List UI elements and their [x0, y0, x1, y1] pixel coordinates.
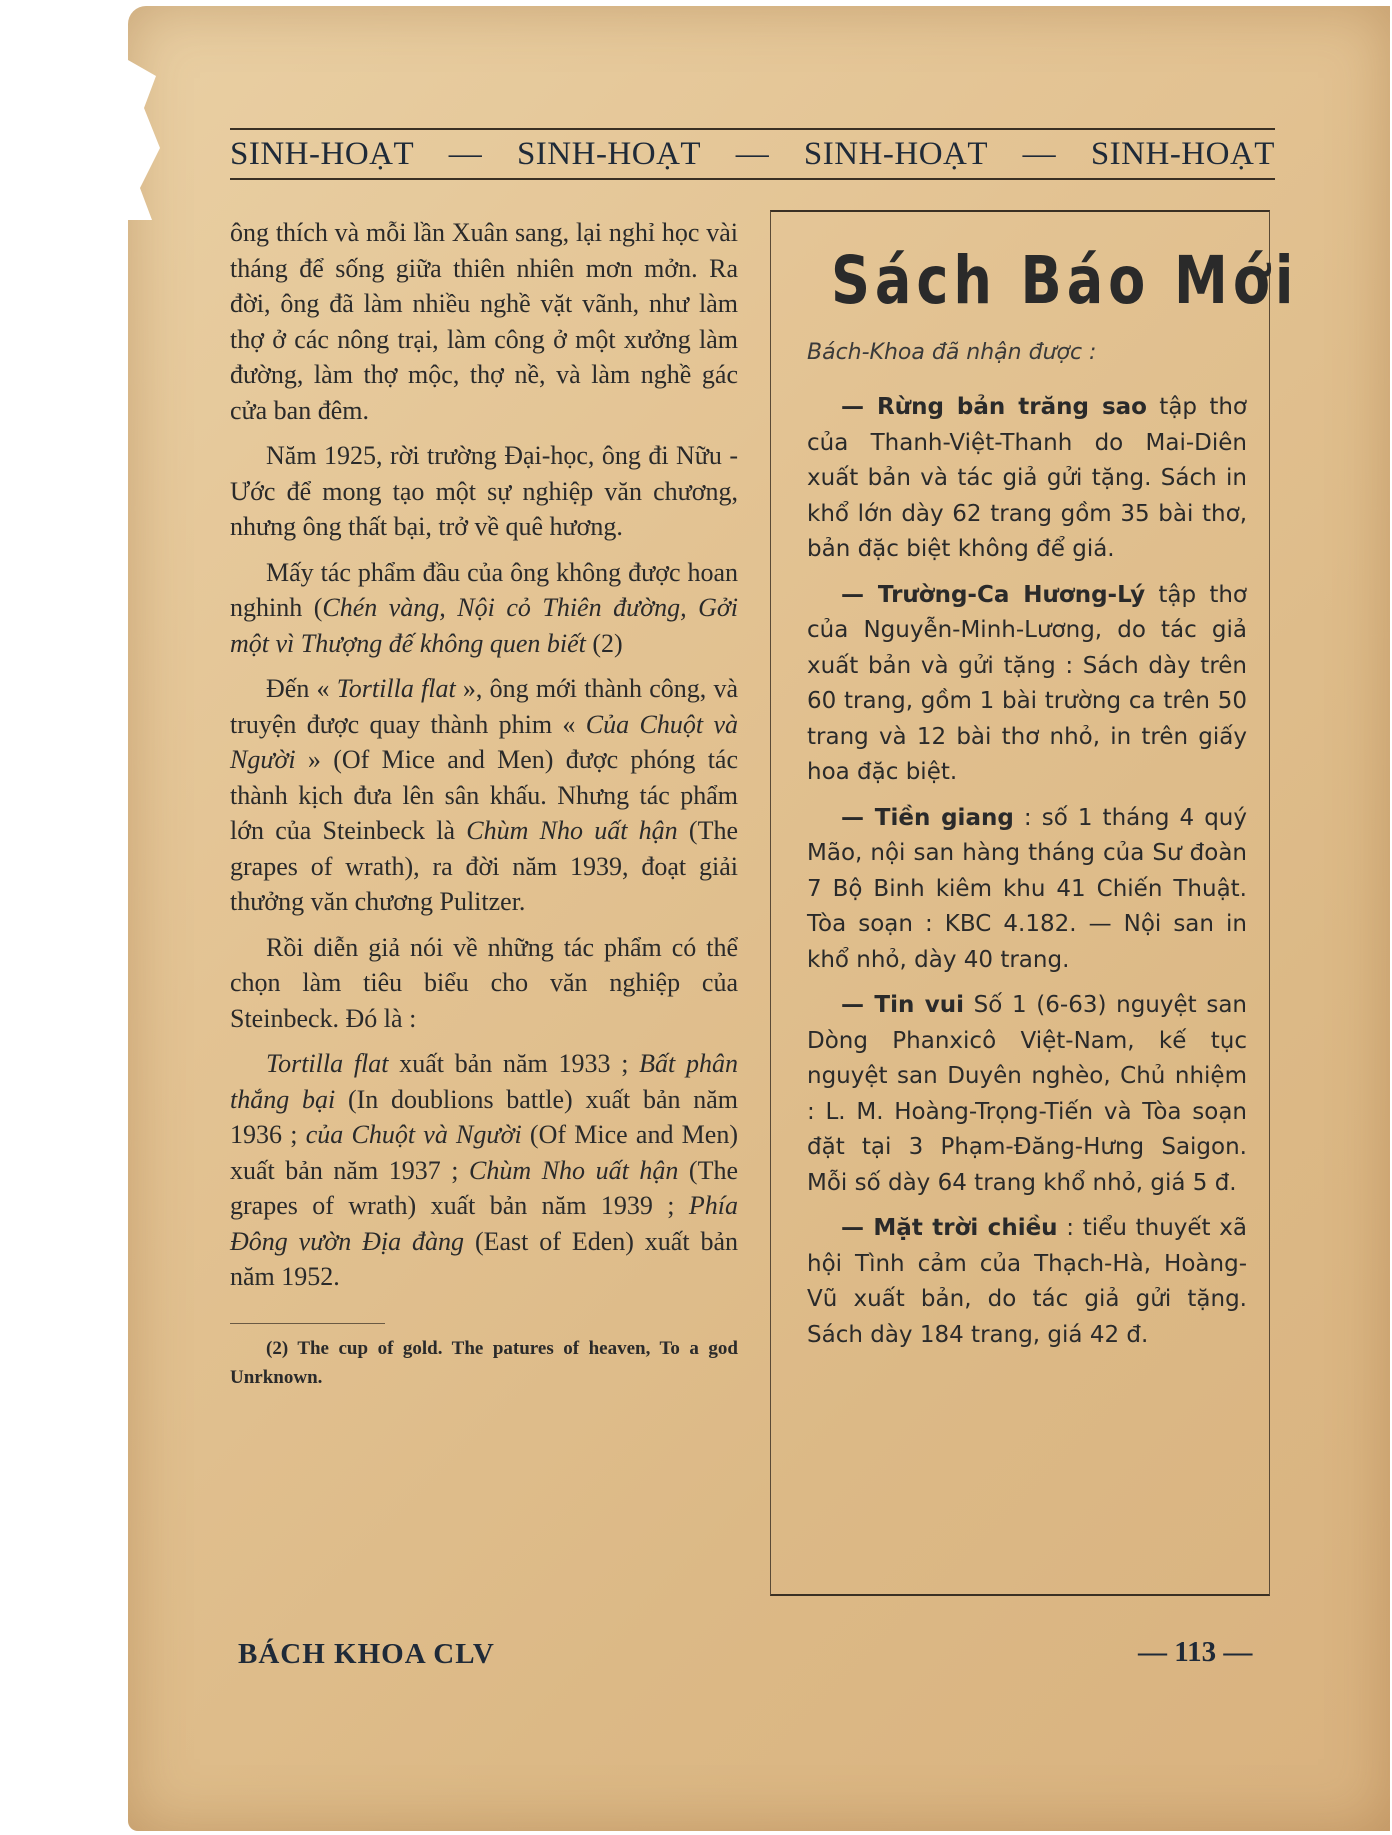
header-item: SINH-HOẠT — [230, 135, 415, 172]
list-item — [807, 988, 1247, 1201]
entry-title: — Rừng bản trăng sao — [841, 394, 1147, 420]
italic-title: Tortilla flat — [266, 1049, 389, 1078]
box-subtitle: Bách-Khoa đã nhận được : — [807, 340, 1097, 365]
entry-title: — Tiền giang — [841, 804, 1014, 831]
text-run: xuất bản năm 1933 ; — [388, 1049, 640, 1078]
header-item: SINH-HOẠT — [1090, 135, 1275, 172]
text-run: Mấy tác phẩm đầu của ông không được hoan nghinh ( — [230, 557, 738, 622]
italic-title: Chén vàng, Nội cỏ Thiên đường, Gởi một vì Thượng đế không quen biết — [230, 593, 738, 658]
list-item — [807, 578, 1247, 791]
entry-text: Số 1 (6-63) nguyệt san Dòng Phanxicô Việt-Nam, kế tục nguyệt san Duyên nghèo, Chủ nhiệm : L. M. Hoàng-Trọng-Tiến và Tòa soạn đặt tại 3 Phạm-Đăng-Hưng Saigon. Mỗi số dày 64 trang khổ nhỏ, giá 5 đ. — [807, 992, 1247, 1196]
entry-title: — Tin vui — [841, 992, 964, 1018]
italic-title: Tortilla flat — [336, 674, 456, 703]
paragraph: ông thích và mỗi lần Xuân sang, lại nghỉ học vài tháng để sống giữa thiên nhiên mơn mởn. Ra đời, ông đã làm nhiều nghề vặt vãnh, như làm thợ ở các nông trại, làm công ở một xưởng làm đường, làm thợ mộc, thợ nề, và làm nghề gác cửa ban đêm. — [230, 218, 738, 425]
text-run: (East of Eden) xuất bản năm 1952. — [230, 1226, 738, 1291]
italic-title: của Chuột và Người — [305, 1120, 522, 1149]
journal-name: BÁCH KHOA CLV — [238, 1638, 495, 1670]
running-header — [230, 128, 1275, 180]
header-dash: — — [448, 135, 483, 172]
italic-title: Phía Đông vườn Địa đàng — [230, 1191, 738, 1256]
italic-title: Bất phân thắng bại — [230, 1049, 739, 1114]
entry-text: : tiểu thuyết xã hội Tình cảm của Thạch-Hà, Hoàng-Vũ xuất bản, do tác giả gửi tặng. Sách dày 184 trang, giá 42 đ. — [807, 1215, 1248, 1348]
header-dash: — — [1022, 135, 1057, 172]
italic-title: Của Chuột và Người — [230, 709, 738, 774]
header-dash: — — [735, 135, 770, 172]
text-run: (In doublions battle) xuất bản năm 1936 ; — [230, 1084, 739, 1149]
footnote-rule — [230, 1323, 385, 1324]
list-item — [807, 390, 1247, 568]
paragraph: Rồi diễn giả nói về những tác phẩm có thể chọn làm tiêu biểu cho văn nghiệp của Steinbeck. Đó là : — [230, 932, 738, 1033]
entry-text: tập thơ của Nguyễn-Minh-Lương, do tác giả xuất bản và gửi tặng : Sách dày trên 60 trang, gồm 1 bài trường ca trên 50 trang và 12 bài thơ nhỏ, in trên giấy hoa đặc biệt. — [807, 581, 1247, 785]
list-item — [807, 801, 1247, 979]
text-run: », ông mới thành công, và truyện được quay thành phim « — [230, 674, 738, 739]
header-item: SINH-HOẠT — [803, 135, 989, 172]
entry-list — [807, 390, 1247, 1363]
paragraph — [230, 1046, 738, 1295]
entry-title: — Mặt trời chiều — [841, 1215, 1058, 1241]
footnote: (2) The cup of gold. The patures of heaven, To a god Unrknown. — [230, 1337, 738, 1388]
paragraph — [230, 555, 738, 662]
italic-title: Chùm Nho uất hận — [466, 816, 678, 845]
box-title: Sách Báo Mới — [831, 242, 1299, 319]
new-books-box — [770, 210, 1299, 1596]
entry-text: tập thơ của Thanh-Việt-Thanh do Mai-Diên xuất bản và tác giả gửi tặng. Sách in khổ lớn dày 62 trang gồm 35 bài thơ, bản đặc biệt không để giá. — [807, 394, 1247, 562]
header-item: SINH-HOẠT — [516, 135, 702, 172]
entry-text: : số 1 tháng 4 quý Mão, nội san hàng tháng của Sư đoàn 7 Bộ Binh kiêm khu 41 Chiến Thuật. Tòa soạn : KBC 4.182. — Nội san in khổ nhỏ, dày 40 trang. — [807, 804, 1247, 973]
text-run: (2) — [585, 628, 623, 658]
paragraph — [230, 671, 738, 920]
text-run: (The grapes of wrath), ra đời năm 1939, đoạt giải thưởng văn chương Pulitzer. — [230, 816, 738, 916]
paragraph: Năm 1925, rời trường Đại-học, ông đi Nữu - Ước để mong tạo một sự nghiệp văn chương, nhưng ông thất bại, trở về quê hương. — [230, 441, 738, 541]
text-run: (The grapes of wrath) xuất bản năm 1939 ; — [230, 1155, 738, 1220]
list-item — [807, 1211, 1247, 1353]
left-column — [230, 215, 738, 1402]
entry-title: — Trường-Ca Hương-Lý — [841, 581, 1146, 608]
page-number: — 113 — — [1138, 1636, 1253, 1668]
text-run: (Of Mice and Men) xuất bản năm 1937 ; — [230, 1120, 738, 1185]
text-run: » (Of Mice and Men) được phóng tác thành kịch đưa lên sân khấu. Nhưng tác phẩm lớn của Steinbeck là — [230, 745, 738, 845]
italic-title: Chùm Nho uất hận — [469, 1155, 679, 1185]
text-run: Đến « — [266, 674, 337, 703]
